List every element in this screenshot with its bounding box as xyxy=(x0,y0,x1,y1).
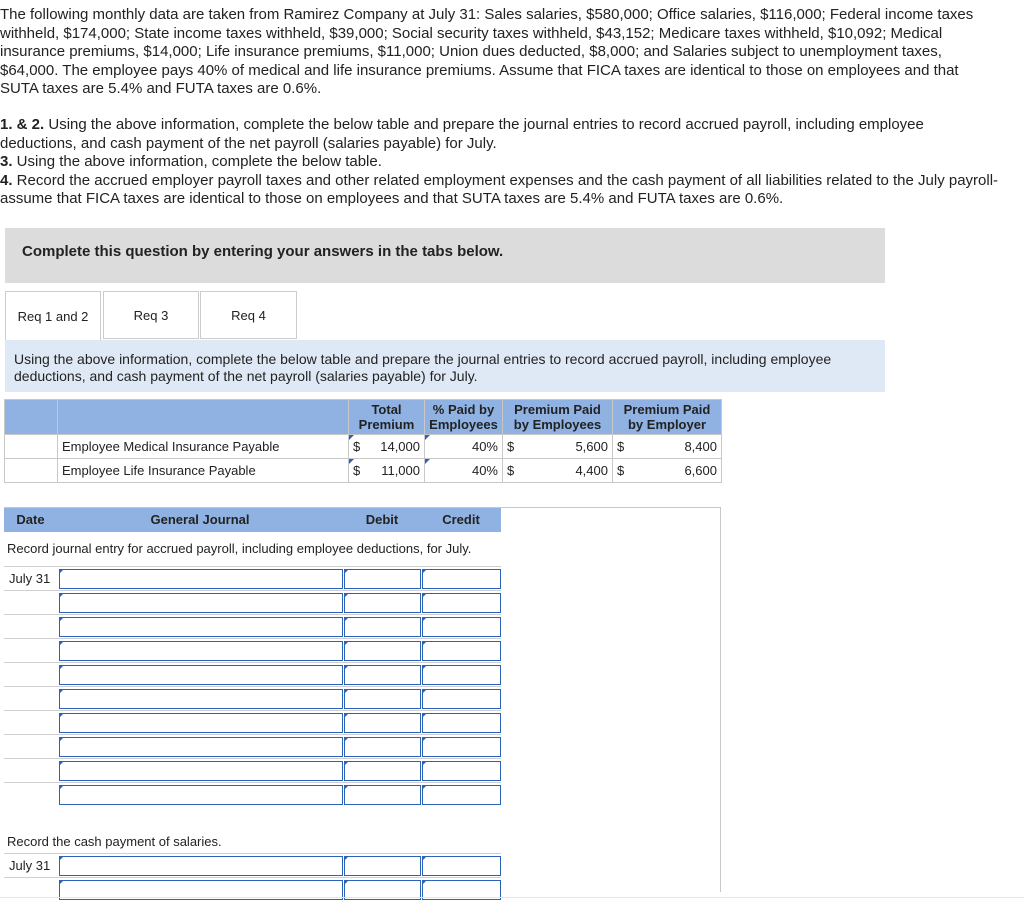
header-date: Date xyxy=(16,512,45,527)
debit-input[interactable] xyxy=(344,593,421,613)
account-select[interactable] xyxy=(59,593,343,613)
premium-paid-employer: $ 6,600 xyxy=(613,459,722,483)
credit-input[interactable] xyxy=(422,593,501,613)
account-select[interactable] xyxy=(59,737,343,757)
premium-paid-employer: $ 8,400 xyxy=(613,435,722,459)
account-select[interactable] xyxy=(59,713,343,733)
debit-input[interactable] xyxy=(344,785,421,805)
journal-row xyxy=(4,758,501,782)
journal-row xyxy=(4,566,501,590)
premium-table xyxy=(4,399,722,483)
debit-input[interactable] xyxy=(344,737,421,757)
general-journal xyxy=(4,507,721,892)
premium-table-header xyxy=(5,400,722,435)
account-select[interactable] xyxy=(59,617,343,637)
credit-input[interactable] xyxy=(422,569,501,589)
credit-input[interactable] xyxy=(422,785,501,805)
credit-input[interactable] xyxy=(422,641,501,661)
debit-input[interactable] xyxy=(344,856,421,876)
credit-input[interactable] xyxy=(422,761,501,781)
entry-2-note: Record the cash payment of salaries. xyxy=(7,834,222,849)
header-credit: Credit xyxy=(442,512,480,527)
credit-input[interactable] xyxy=(422,856,501,876)
account-select[interactable] xyxy=(59,641,343,661)
debit-input[interactable] xyxy=(344,569,421,589)
journal-row xyxy=(4,590,501,614)
account-select[interactable] xyxy=(59,689,343,709)
journal-row xyxy=(4,614,501,638)
debit-input[interactable] xyxy=(344,689,421,709)
credit-input[interactable] xyxy=(422,713,501,733)
debit-input[interactable] xyxy=(344,665,421,685)
tab-req-1-and-2[interactable]: Req 1 and 2 xyxy=(5,291,101,341)
credit-input[interactable] xyxy=(422,617,501,637)
header-total-premium: Total Premium xyxy=(349,400,425,435)
header-premium-paid-employer: Premium Paid by Employer xyxy=(613,400,722,435)
pct-paid-input[interactable]: 40% xyxy=(425,459,503,483)
instructions-banner: Complete this question by entering your answers in the tabs below. xyxy=(5,228,885,283)
debit-input[interactable] xyxy=(344,617,421,637)
debit-input[interactable] xyxy=(344,761,421,781)
account-select[interactable] xyxy=(59,569,343,589)
account-select[interactable] xyxy=(59,856,343,876)
req-1-2: 1. & 2. Using the above information, complete the below table and prepare the journal entries to record accrued payroll, including employee deductions, and cash payment of the net payroll (salaries payable) for July. xyxy=(0,116,924,152)
account-select[interactable] xyxy=(59,785,343,805)
credit-input[interactable] xyxy=(422,737,501,757)
journal-date: July 31 xyxy=(9,571,51,586)
journal-row xyxy=(4,662,501,686)
premium-paid-employees: $ 5,600 xyxy=(503,435,613,459)
footer-divider xyxy=(0,897,1024,898)
total-premium-input[interactable]: $ 14,000 xyxy=(349,435,425,459)
credit-input[interactable] xyxy=(422,689,501,709)
problem-intro: The following monthly data are taken from Ramirez Company at July 31: Sales salaries, $580,000; Office salaries, $116,000; Federal income taxes withheld, $174,000; State income taxes withheld, $39,000; Social security taxes withheld, $43,152; Medicare taxes withheld, $10,092; Medical insurance premiums, $14,000; Life insurance premiums, $11,000; Union dues deducted, $8,000; and Salaries subject to unemployment taxes, $64,000. The employee pays 40% of medical and life insurance premiums. Assume that FICA taxes are identical to those on employees and that SUTA taxes are 5.4% and FUTA taxes are 0.6%. xyxy=(0,6,974,97)
journal-date: July 31 xyxy=(9,858,51,873)
table-row xyxy=(5,459,722,483)
premium-paid-employees: $ 4,400 xyxy=(503,459,613,483)
journal-row xyxy=(4,782,501,806)
journal-row xyxy=(4,686,501,710)
tab-req-4[interactable]: Req 4 xyxy=(200,291,297,339)
req-4: 4. Record the accrued employer payroll taxes and other related employment expenses and the cash payment of all liabilities related to the July payroll-assume that FICA taxes are identical to those on employees and that SUTA taxes are 5.4% and FUTA taxes are 0.6%. xyxy=(0,171,999,207)
row-label: Employee Medical Insurance Payable xyxy=(58,435,349,459)
journal-row xyxy=(4,734,501,758)
pct-paid-input[interactable]: 40% xyxy=(425,435,503,459)
requirements xyxy=(0,116,1000,209)
credit-input[interactable] xyxy=(422,665,501,685)
account-select[interactable] xyxy=(59,761,343,781)
tab-req-3[interactable]: Req 3 xyxy=(103,291,199,339)
total-premium-input[interactable]: $ 11,000 xyxy=(349,459,425,483)
header-premium-paid-employees: Premium Paid by Employees xyxy=(503,400,613,435)
debit-input[interactable] xyxy=(344,641,421,661)
tab-instruction: Using the above information, complete the below table and prepare the journal entries to record accrued payroll, including employee deductions, and cash payment of the net payroll (salaries payable) for July. xyxy=(5,340,885,392)
header-debit: Debit xyxy=(365,512,399,527)
journal-row xyxy=(4,638,501,662)
entry-1-note: Record journal entry for accrued payroll, including employee deductions, for July. xyxy=(7,541,472,556)
account-select[interactable] xyxy=(59,665,343,685)
journal-header xyxy=(4,508,501,532)
row-label: Employee Life Insurance Payable xyxy=(58,459,349,483)
journal-row xyxy=(4,710,501,734)
req-3: 3. Using the above information, complete the below table. xyxy=(0,153,382,170)
journal-row xyxy=(4,853,501,877)
header-pct-paid-employees: % Paid by Employees xyxy=(425,400,503,435)
table-row xyxy=(5,435,722,459)
header-general-journal: General Journal xyxy=(150,512,250,527)
debit-input[interactable] xyxy=(344,713,421,733)
